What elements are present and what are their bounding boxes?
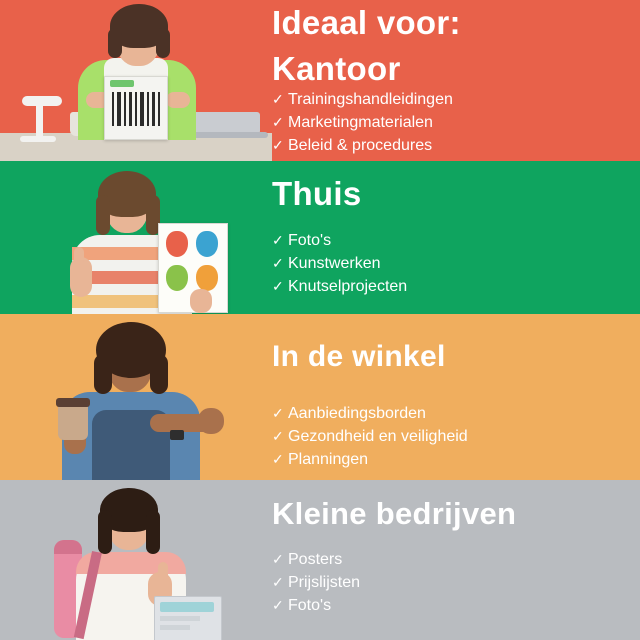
list-item-label: Kunstwerken — [288, 255, 381, 272]
list-item-label: Posters — [288, 551, 343, 568]
bullet-list-store — [272, 402, 468, 471]
check-icon: ✓ — [272, 137, 284, 153]
list-item — [272, 548, 360, 571]
check-icon: ✓ — [272, 405, 284, 421]
office-text-column — [272, 0, 630, 161]
page-title: Ideaal voor: — [272, 4, 461, 41]
list-item-label: Trainingshandleidingen — [288, 91, 453, 108]
check-icon: ✓ — [272, 255, 284, 271]
list-item — [272, 111, 453, 134]
section-business — [0, 480, 640, 640]
home-text-column — [272, 161, 630, 314]
list-item — [272, 402, 468, 425]
list-item — [272, 425, 468, 448]
list-item-label: Planningen — [288, 451, 369, 468]
business-text-column — [272, 480, 630, 640]
list-item-label: Foto's — [288, 232, 332, 249]
check-icon: ✓ — [272, 428, 284, 444]
section-title-office: Kantoor — [272, 50, 401, 87]
list-item — [272, 134, 453, 157]
section-store — [0, 314, 640, 480]
list-item-label: Knutselprojecten — [288, 278, 408, 295]
store-text-column — [272, 314, 630, 480]
list-item-label: Aanbiedingsborden — [288, 405, 426, 422]
list-item-label: Beleid & procedures — [288, 137, 433, 154]
section-title-home: Thuis — [272, 175, 362, 212]
check-icon: ✓ — [272, 574, 284, 590]
list-item-label: Foto's — [288, 597, 332, 614]
check-icon: ✓ — [272, 278, 284, 294]
list-item — [272, 571, 360, 594]
section-title-business: Kleine bedrijven — [272, 496, 517, 531]
list-item — [272, 594, 360, 617]
section-title-store: In de winkel — [272, 340, 446, 373]
check-icon: ✓ — [272, 451, 284, 467]
photo-store-worker — [0, 314, 272, 480]
photo-home-girl — [0, 161, 272, 314]
photo-office-woman — [0, 0, 272, 161]
section-office — [0, 0, 640, 161]
bullet-list-business — [272, 548, 360, 617]
list-item-label: Gezondheid en veiligheid — [288, 428, 468, 445]
list-item — [272, 88, 453, 111]
list-item — [272, 229, 407, 252]
check-icon: ✓ — [272, 551, 284, 567]
list-item — [272, 448, 468, 471]
check-icon: ✓ — [272, 232, 284, 248]
check-icon: ✓ — [272, 114, 284, 130]
list-item-label: Marketingmaterialen — [288, 114, 433, 131]
list-item — [272, 252, 407, 275]
check-icon: ✓ — [272, 91, 284, 107]
bullet-list-office — [272, 88, 453, 157]
check-icon: ✓ — [272, 597, 284, 613]
section-home — [0, 161, 640, 314]
list-item-label: Prijslijsten — [288, 574, 361, 591]
list-item — [272, 275, 407, 298]
bullet-list-home — [272, 229, 407, 298]
photo-business-woman — [0, 480, 272, 640]
